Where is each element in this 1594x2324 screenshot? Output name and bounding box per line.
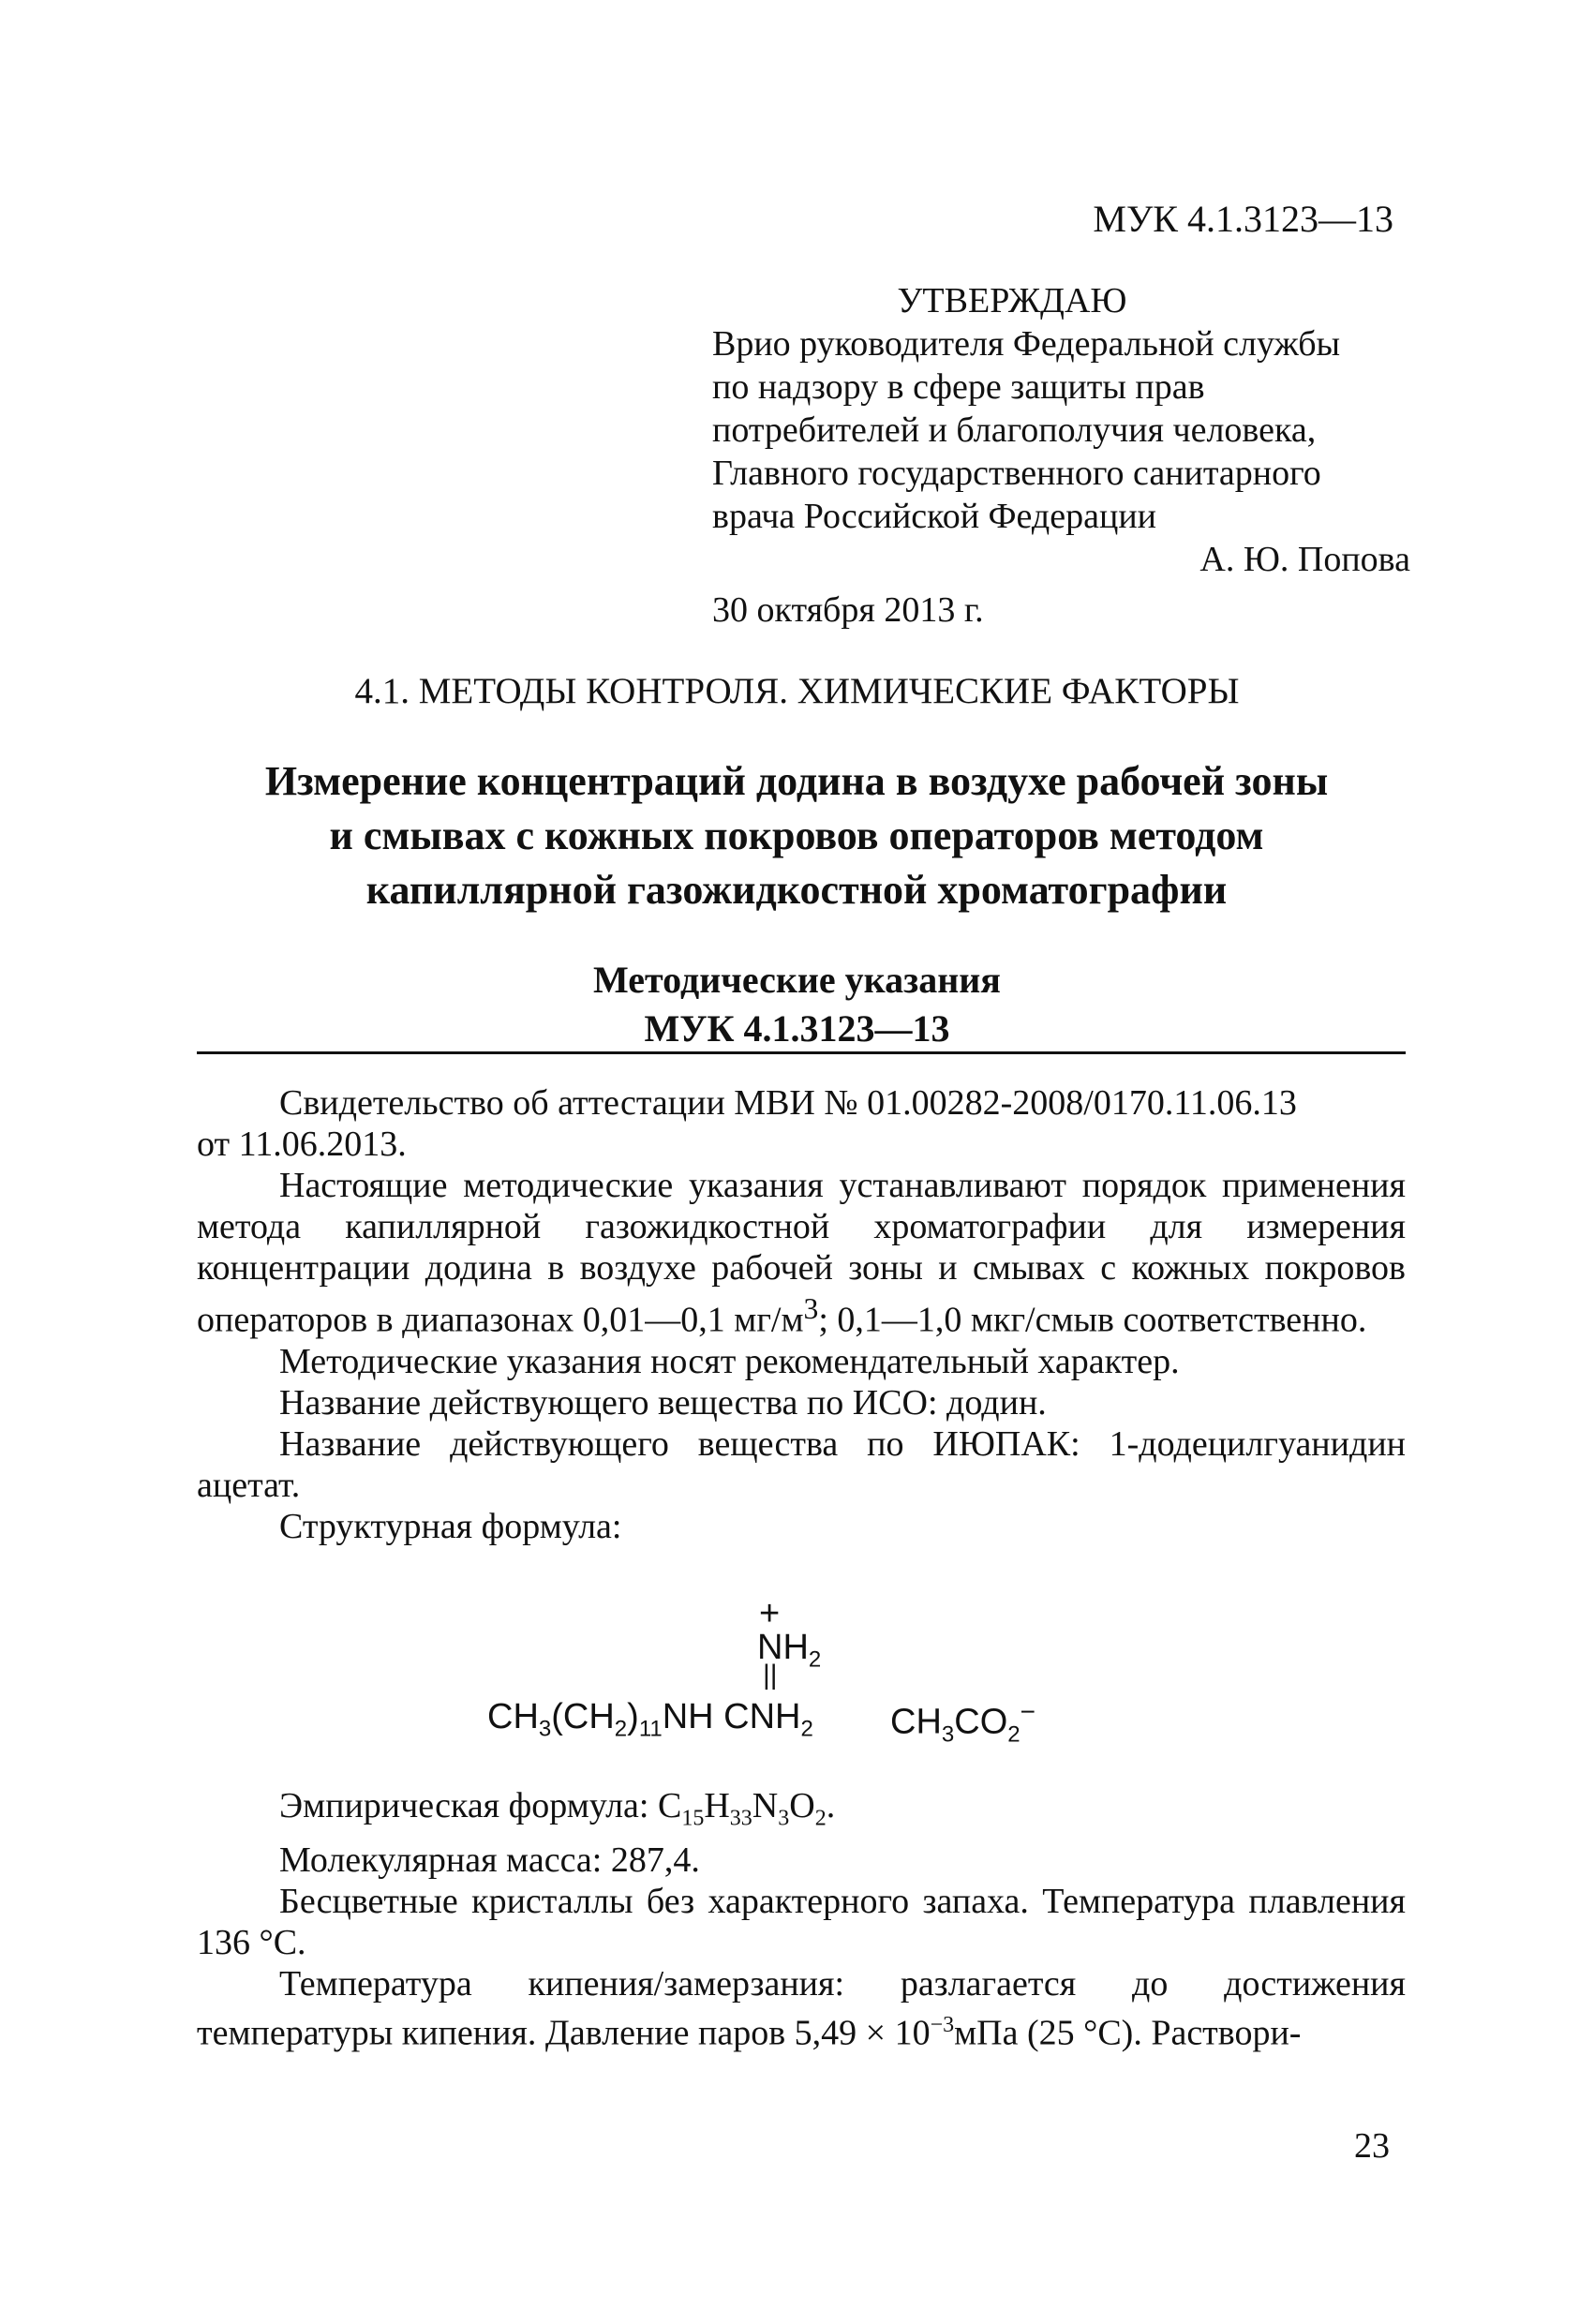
empirical-text: N [752,1786,779,1825]
formula-sub: 2 [614,1716,628,1742]
approval-date: 30 октября 2013 г. [712,590,984,630]
formula-nh-sub: 2 [808,1646,822,1673]
formula-text: CH [487,1697,539,1736]
formula-text: (CH [551,1697,615,1736]
title-line: Измерение концентраций додина в воздухе рабочей зоны [264,758,1329,804]
body-text [197,1082,1406,1547]
appearance-paragraph: Бесцветные кристаллы без характерного запаха. Температура плавления 136 °С. [197,1881,1406,1962]
iso-name-paragraph: Название действующего вещества по ИСО: додин. [279,1382,1047,1423]
scope-text: Настоящие методические указания устанавливают порядок применения метода капиллярной газожидкостной хроматографии для измерения концентрации додина в воздухе рабочей зоны и смывах с кожных покровов операторов в диапазонах 0,01—0,1 мг/м [197,1166,1406,1340]
empirical-text: . [826,1786,836,1825]
formula-sub: 2 [1007,1721,1020,1748]
scope-superscript: 3 [803,1292,819,1325]
formula-sub: 11 [638,1716,663,1742]
boiling-superscript: −3 [930,2012,955,2037]
scope-text-end: ; 0,1—1,0 мкг/смыв соответственно. [818,1300,1367,1340]
approval-line: потребителей и благополучия человека, [712,410,1317,450]
formula-left [487,1697,813,1743]
formula-double-bond: || [763,1660,778,1691]
boiling-paragraph [197,1963,1406,2054]
formula-text: CH [890,1702,942,1742]
scope-paragraph [197,1165,1406,1341]
structural-formula-label: Структурная формула: [279,1506,622,1546]
formula-sub: 3 [538,1716,552,1742]
doc-type-label: Методические указания [593,959,1001,1001]
iupac-name-paragraph: Название действующего вещества по ИЮПАК: 1-додецилгуанидин ацетат. [197,1423,1406,1505]
certificate-date: от 11.06.2013. [197,1125,407,1164]
structural-formula [197,1594,1406,1757]
empirical-text: O [789,1786,815,1825]
formula-text: NH CNH [662,1697,801,1736]
divider [197,1051,1406,1054]
approval-block [712,279,1410,632]
document-title [187,754,1406,917]
approval-line: Врио руководителя Федеральной службы [712,324,1341,364]
formula-nh-text: NH [757,1628,809,1667]
section-heading: 4.1. МЕТОДЫ КОНТРОЛЯ. ХИМИЧЕСКИЕ ФАКТОРЫ [354,671,1240,711]
formula-text: CO [954,1702,1008,1742]
molar-mass-paragraph: Молекулярная масса: 287,4. [279,1840,700,1880]
title-line: и смывах с кожных покровов операторов методом [329,812,1264,858]
approval-line: по надзору в сфере защиты прав [712,367,1205,407]
formula-charge: − [1020,1697,1035,1726]
empirical-sub: 2 [814,1806,827,1831]
formula-text: ) [627,1697,639,1736]
empirical-sub: 33 [729,1806,752,1831]
empirical-text: Эмпирическая формула: C [279,1786,682,1825]
doc-type-code: МУК 4.1.3123—13 [644,1007,950,1050]
approval-line: Главного государственного санитарного [712,454,1321,493]
approval-signer: А. Ю. Попова [1199,540,1410,579]
empirical-formula-paragraph [197,1785,1406,1840]
empirical-sub: 3 [778,1806,790,1831]
approval-title: УТВЕРЖДАЮ [897,281,1127,320]
empirical-text: H [704,1786,730,1825]
boiling-text: Температура кипения/замерзания: разлагается до достижения температуры кипения. Давление паров 5,49 × 10 [197,1963,1406,2053]
formula-sub: 2 [800,1716,813,1742]
empirical-sub: 15 [681,1806,705,1831]
formula-plus: + [759,1594,781,1633]
approval-line: врача Российской Федерации [712,497,1156,536]
advisory-paragraph: Методические указания носят рекомендательный характер. [279,1341,1180,1381]
doc-code: МУК 4.1.3123—13 [1093,198,1393,240]
document-type [0,956,1594,1053]
body-text-continued [197,1785,1406,2053]
boiling-text-end: мПа (25 °С). Раствори- [954,2013,1302,2053]
title-line: капиллярной газожидкостной хроматографии [365,867,1228,913]
formula-sub: 3 [941,1721,955,1748]
certificate-text: Свидетельство об аттестации МВИ № 01.00282-2008/0170.11.06.13 [279,1083,1297,1123]
page-number: 23 [1354,2126,1390,2166]
formula-right [890,1697,1035,1748]
certificate-paragraph [197,1082,1406,1124]
